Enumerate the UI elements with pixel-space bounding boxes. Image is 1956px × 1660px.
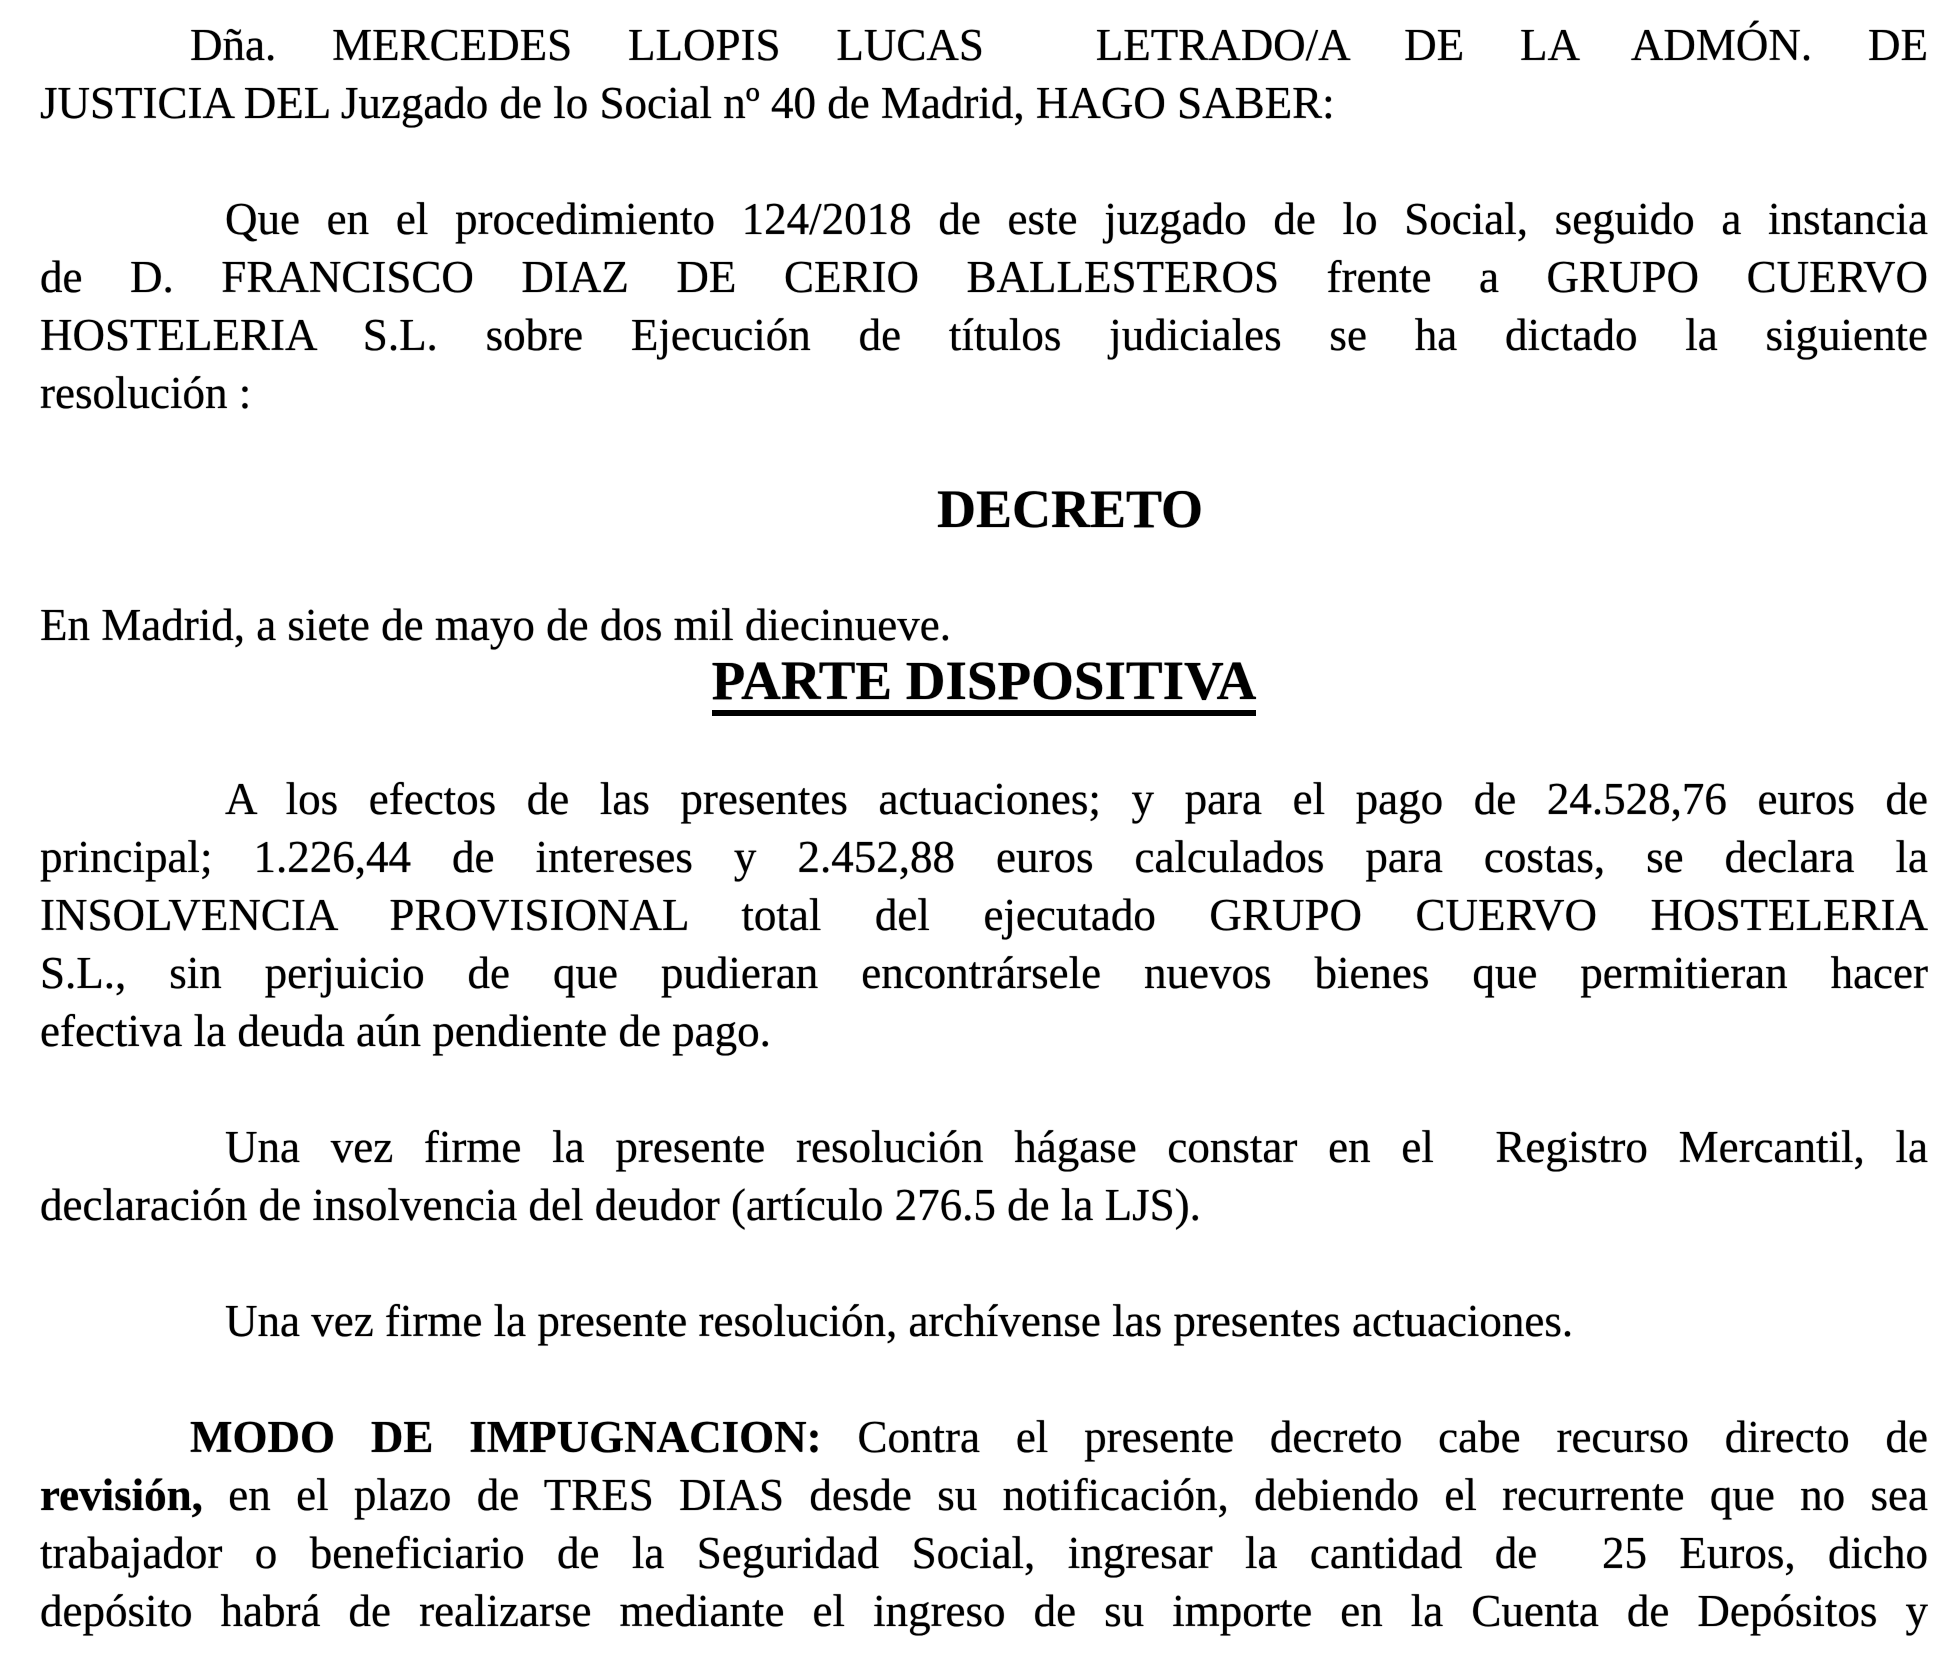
text-line [40,306,1928,364]
text-run: trabajador o beneficiario de la Seguridad Social, ingresar la cantidad de 25 Euros, dicho [40,1528,1928,1578]
text-run: Dña. MERCEDES LLOPIS LUCAS LETRADO/A DE LA ADMÓN. DE [190,20,1928,70]
text-run: En Madrid, a siete de mayo de dos mil diecinueve. [40,600,951,650]
text-line [40,1408,1928,1466]
text-line [40,16,1928,74]
text-run: INSOLVENCIA PROVISIONAL total del ejecutado GRUPO CUERVO HOSTELERIA [40,890,1928,940]
paragraph-modo-impugnacion [40,1408,1928,1640]
paragraph-procedimiento [40,190,1928,422]
text-run: HOSTELERIA S.L. sobre Ejecución de títulos judiciales se ha dictado la siguiente [40,310,1928,360]
text-run: declaración de insolvencia del deudor (artículo 276.5 de la LJS). [40,1180,1201,1230]
text-run: resolución : [40,368,252,418]
text-line [40,1582,1928,1640]
text-run: JUSTICIA DEL Juzgado de lo Social nº 40 de Madrid, HAGO SABER: [40,78,1335,128]
text-line [40,1176,1928,1234]
paragraph-declaracion-insolvencia [40,770,1928,1060]
heading-text: DECRETO [936,479,1204,539]
text-line [40,74,1928,132]
text-run: S.L., sin perjuicio de que pudieran encontrársele nuevos bienes que permitieran hacer [40,948,1928,998]
paragraph-encabezado-letrada [40,16,1928,132]
heading-text: PARTE DISPOSITIVA [712,654,1257,716]
text-run: efectiva la deuda aún pendiente de pago. [40,1006,771,1056]
scanned-document-body [40,16,1928,1640]
heading-parte-dispositiva [40,650,1928,712]
text-line [40,596,1928,654]
text-line [40,248,1928,306]
text-line [40,364,1928,422]
text-run: Una vez firme la presente resolución, archívense las presentes actuaciones. [225,1296,1574,1346]
text-run: Una vez firme la presente resolución hágase constar en el Registro Mercantil, la [225,1122,1928,1172]
text-line [40,1118,1928,1176]
text-run: A los efectos de las presentes actuaciones; y para el pago de 24.528,76 euros de [225,774,1928,824]
heading-decreto [40,480,1928,538]
paragraph-registro-mercantil [40,1118,1928,1234]
text-line [40,1002,1928,1060]
text-line [40,1292,1928,1350]
bold-text: MODO DE IMPUGNACION: [190,1412,822,1462]
bold-text: revisión, [40,1470,203,1520]
text-run: en el plazo de TRES DIAS desde su notificación, debiendo el recurrente que no sea [202,1470,1928,1520]
text-line [40,1466,1928,1524]
text-line [40,770,1928,828]
paragraph-archivo-actuaciones [40,1292,1928,1350]
text-run: de D. FRANCISCO DIAZ DE CERIO BALLESTEROS frente a GRUPO CUERVO [40,252,1928,302]
text-run: Que en el procedimiento 124/2018 de este juzgado de lo Social, seguido a instancia [225,194,1928,244]
text-line [40,190,1928,248]
text-run: principal; 1.226,44 de intereses y 2.452,88 euros calculados para costas, se declara la [40,832,1928,882]
text-line [40,828,1928,886]
text-line [40,1524,1928,1582]
text-run: depósito habrá de realizarse mediante el ingreso de su importe en la Cuenta de Depósitos y [40,1586,1928,1636]
text-line [40,944,1928,1002]
text-run: Contra el presente decreto cabe recurso directo de [821,1412,1928,1462]
paragraph-fecha [40,596,1928,654]
text-line [40,886,1928,944]
